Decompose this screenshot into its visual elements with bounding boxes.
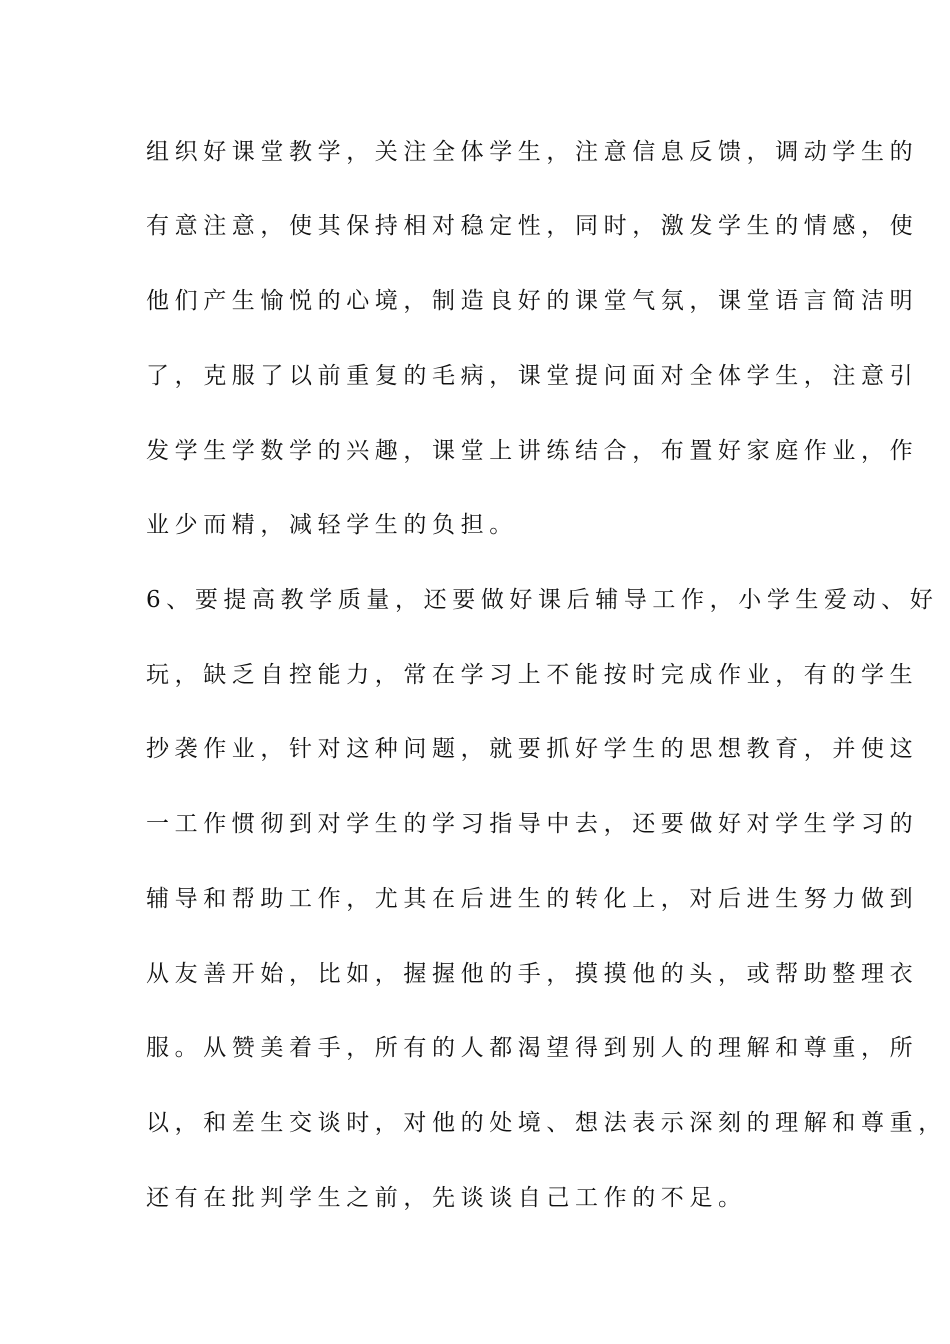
text-line-3: 他们产生愉悦的心境，制造良好的课堂气氛，课堂语言简洁明 xyxy=(146,288,919,314)
text-line-8: 玩，缺乏自控能力，常在学习上不能按时完成作业，有的学生 xyxy=(146,662,919,688)
text-line-14: 以，和差生交谈时，对他的处境、想法表示深刻的理解和尊重， xyxy=(146,1110,947,1136)
text-line-6: 业少而精，减轻学生的负担。 xyxy=(146,512,518,538)
text-line-2: 有意注意，使其保持相对稳定性，同时，激发学生的情感，使 xyxy=(146,213,919,239)
text-line-15: 还有在批判学生之前，先谈谈自己工作的不足。 xyxy=(146,1185,747,1211)
text-line-13: 服。从赞美着手，所有的人都渴望得到别人的理解和尊重，所 xyxy=(146,1035,919,1061)
text-line-7: 6、要提高教学质量，还要做好课后辅导工作，小学生爱动、好 xyxy=(146,587,939,613)
text-line-10: 一工作惯彻到对学生的学习指导中去，还要做好对学生学习的 xyxy=(146,811,919,837)
text-line-1: 组织好课堂教学，关注全体学生，注意信息反馈，调动学生的 xyxy=(146,139,919,165)
text-line-9: 抄袭作业，针对这种问题，就要抓好学生的思想教育，并使这 xyxy=(146,736,919,762)
text-line-12: 从友善开始，比如，握握他的手，摸摸他的头，或帮助整理衣 xyxy=(146,961,919,987)
text-line-5: 发学生学数学的兴趣，课堂上讲练结合，布置好家庭作业，作 xyxy=(146,438,919,464)
text-line-11: 辅导和帮助工作，尤其在后进生的转化上，对后进生努力做到 xyxy=(146,886,919,912)
text-line-4: 了，克服了以前重复的毛病，课堂提问面对全体学生，注意引 xyxy=(146,363,919,389)
